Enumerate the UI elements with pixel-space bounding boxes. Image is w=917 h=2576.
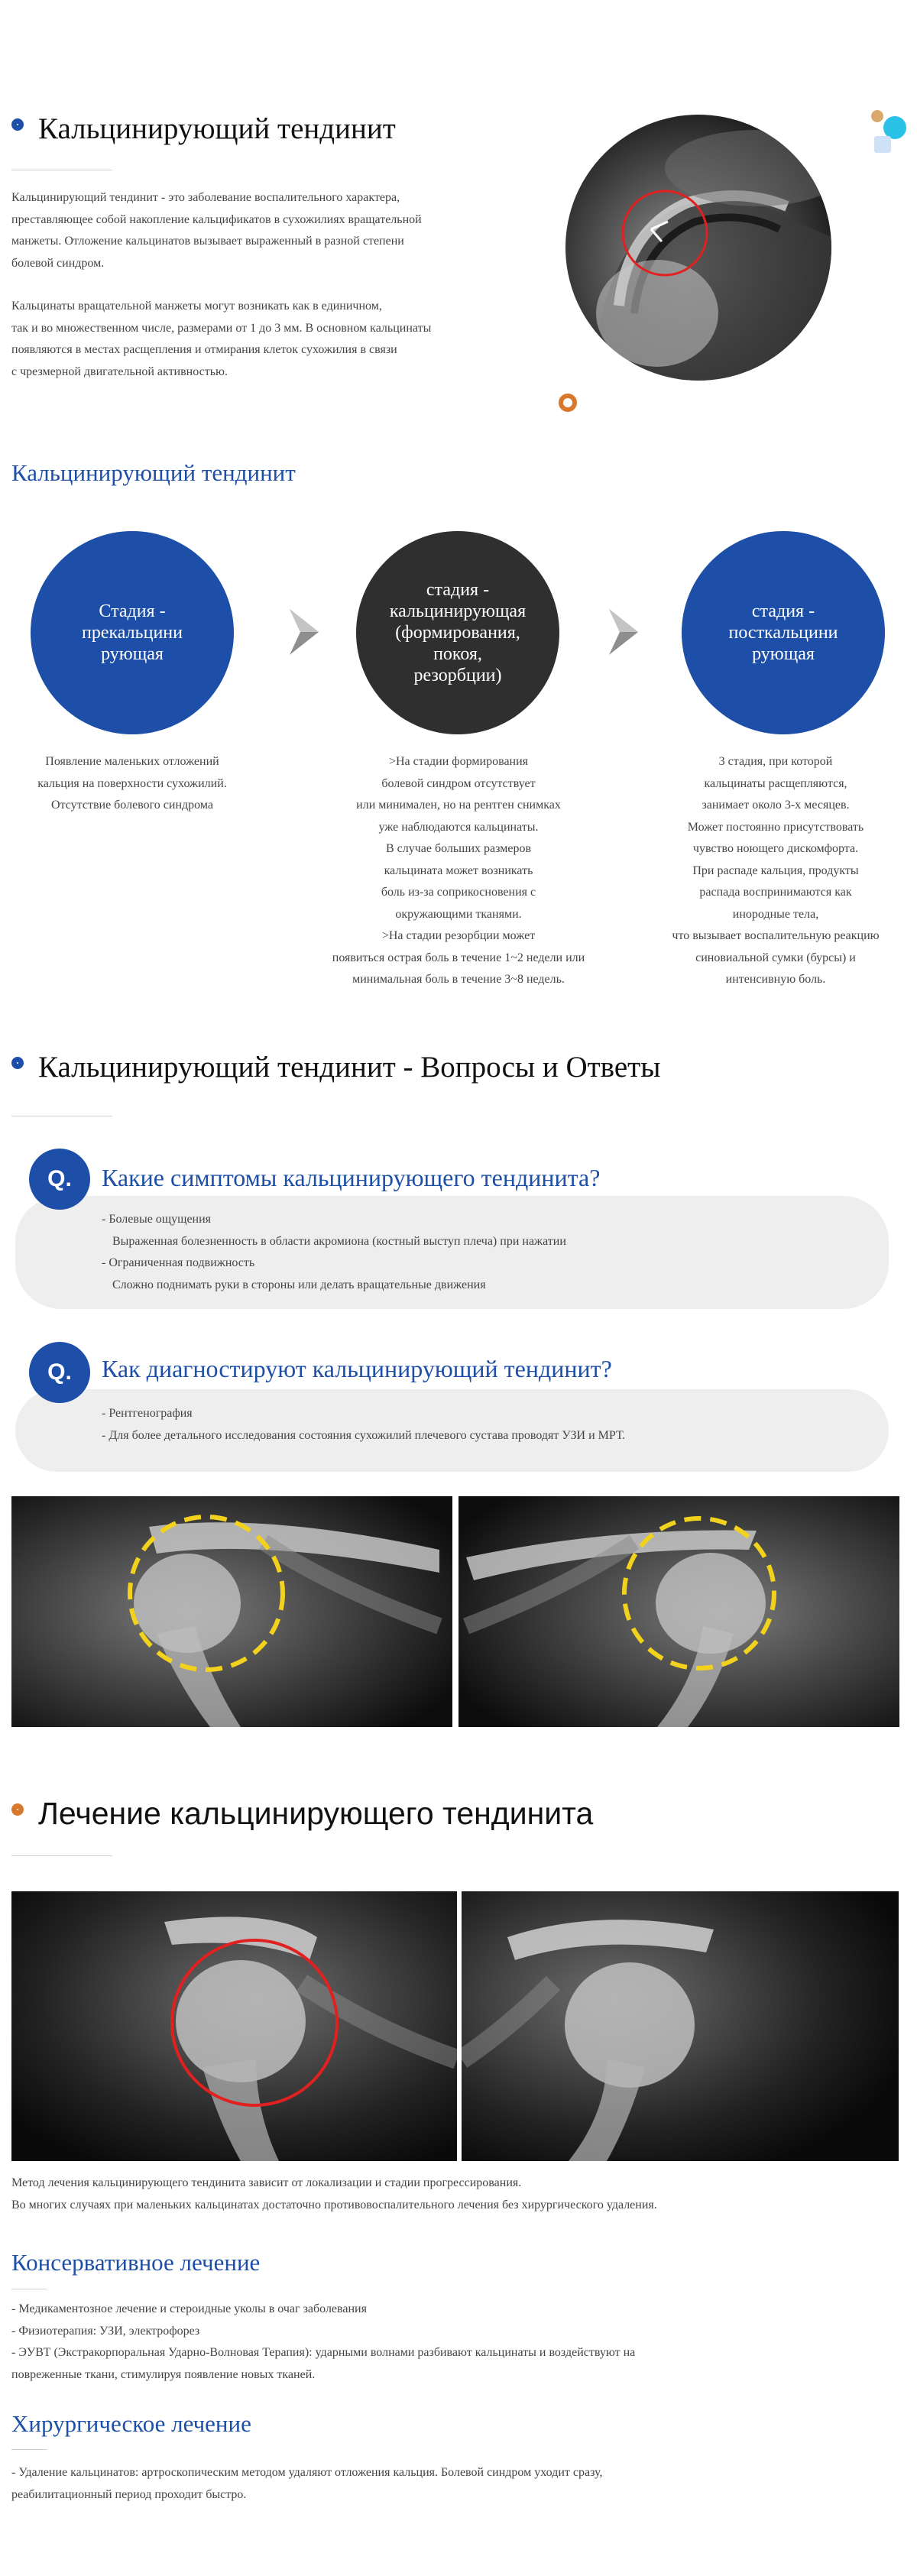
stage-desc-2: >На стадии формирования болевой синдром отсутствует или минимален, но на рентген снимках уже наблюдаются кальцинаты. В случае больших размеров кальцината может возникать боль из-за соприкосновения с окружающими тканями. >На стадии резорбции может появиться острая боль в течение 1~2 недели или минимальная боль в течение 3~8 недель. [332, 755, 585, 986]
surgical-text [11, 2462, 906, 2506]
circle-bullet-icon [11, 118, 24, 131]
answer-2 [102, 1403, 625, 1447]
surgical-line: реабилитационный период проходит быстро. [11, 2487, 247, 2501]
stage-label: стадия - кальцинирующая (формирования, покоя, резорбции) [389, 580, 527, 685]
answer-line: Сложно поднимать руки в стороны или делать вращательные движения [112, 1278, 486, 1291]
question-1: Какие симптомы кальцинирующего тендинита? [102, 1164, 601, 1191]
question-2: Как диагностируют кальцинирующий тендинит? [102, 1355, 612, 1382]
q-badge-icon: Q. [29, 1149, 90, 1210]
conservative-line: - Медикаментозное лечение и стероидные уколы в очаг заболевания [11, 2302, 367, 2315]
decorative-dots [870, 107, 917, 168]
answer-line: - Для более детального исследования состояния сухожилий плечевого сустава проводят УЗИ и МРТ. [102, 1428, 626, 1442]
treatment-intro-line: Во многих случаях при маленьких кальцинатах достаточно противовоспалительного лечения без хирургического удаления. [11, 2198, 657, 2211]
treatment-title: Лечение кальцинирующего тендинита [38, 1796, 594, 1831]
intro-line: манжеты. Отложение кальцинатов вызывает выраженный в разной степени [11, 235, 404, 248]
xray-treatment-before [11, 1891, 457, 2161]
qa-title: Кальцинирующий тендинит - Вопросы и Ответы [38, 1051, 661, 1084]
xray-image-right [458, 1496, 899, 1727]
intro-line: болевой синдром. [11, 256, 105, 270]
conservative-line: повреженные ткани, стимулируя появление новых тканей. [11, 2367, 316, 2381]
stage-circle-2 [356, 531, 559, 734]
stage-circle-1 [31, 531, 234, 734]
stage-desc-1: Появление маленьких отложений кальция на поверхности сухожилий. Отсутствие болевого синдрома [37, 755, 227, 812]
q-badge-icon: Q. [29, 1342, 90, 1403]
mri-image [565, 115, 831, 381]
answer-line: - Болевые ощущения [102, 1213, 212, 1226]
dot-icon [871, 110, 883, 122]
ring-icon [559, 394, 577, 412]
stage-label: Стадия - прекальцини рующая [82, 601, 183, 664]
surgical-line: - Удаление кальцинатов: артроскопическим методом удаляют отложения кальция. Болевой синдром уходит сразу, [11, 2466, 603, 2479]
intro-line: Кальцинирующий тендинит - это заболевание воспалительного характера, [11, 191, 400, 204]
divider [11, 2449, 47, 2450]
stage-circle-3 [682, 531, 885, 734]
stage-label: стадия - посткальцини рующая [728, 601, 838, 664]
answer-1 [102, 1209, 566, 1296]
circle-bullet-icon [11, 1057, 24, 1069]
stage-desc-3: 3 стадия, при которой кальцинаты расщепляются, занимает около 3-х месяцев. Может постоянно присутствовать чувство ноющего дискомфорта. При распаде кальция, продукты распада воспринимаются как инородные тела, что вызывает воспалительную реакцию синовиальной сумки (бурсы) и интенсивную боль. [672, 755, 880, 986]
xray-image-left [11, 1496, 452, 1727]
answer-line: - Рентгенография [102, 1407, 193, 1420]
surgical-title: Хирургическое лечение [11, 2410, 251, 2437]
intro-title: Кальцинирующий тендинит [38, 112, 396, 145]
chevron-right-icon [287, 608, 322, 660]
conservative-line: - ЭУВТ (Экстракорпоральная Ударно-Волновая Терапия): ударными волнами разбивают кальцинаты и воздействуют на [11, 2346, 636, 2359]
chevron-right-icon [606, 608, 641, 660]
treatment-intro-line: Метод лечения кальцинирующего тендинита зависит от локализации и стадии прогрессирования. [11, 2176, 522, 2189]
circle-bullet-icon [11, 1803, 24, 1816]
intro-line: появляются в местах расщепления и отмирания клеток сухожилия в связи [11, 343, 397, 356]
intro-line: преставляющее собой накопление кальцификатов в сухожилиях вращательной [11, 212, 422, 226]
intro-line: с чрезмерной двигательной активностью. [11, 365, 228, 378]
dot-icon [874, 136, 891, 153]
intro-line: так и во множественном числе, размерами от 1 до 3 мм. В основном кальцинаты [11, 321, 432, 335]
intro-text [11, 187, 531, 383]
conservative-title: Консервативное лечение [11, 2249, 261, 2276]
treatment-intro [11, 2173, 906, 2216]
conservative-line: - Физиотерапия: УЗИ, электрофорез [11, 2324, 200, 2338]
divider [11, 1855, 112, 1856]
xray-treatment-after [462, 1891, 899, 2161]
stages-title: Кальцинирующий тендинит [11, 459, 296, 486]
intro-line: Кальцинаты вращательной манжеты могут возникать как в единичном, [11, 300, 382, 313]
answer-line: Выраженная болезненность в области акромиона (костный выступ плеча) при нажатии [112, 1234, 566, 1248]
conservative-text [11, 2299, 906, 2386]
answer-line: - Ограниченная подвижность [102, 1256, 255, 1269]
